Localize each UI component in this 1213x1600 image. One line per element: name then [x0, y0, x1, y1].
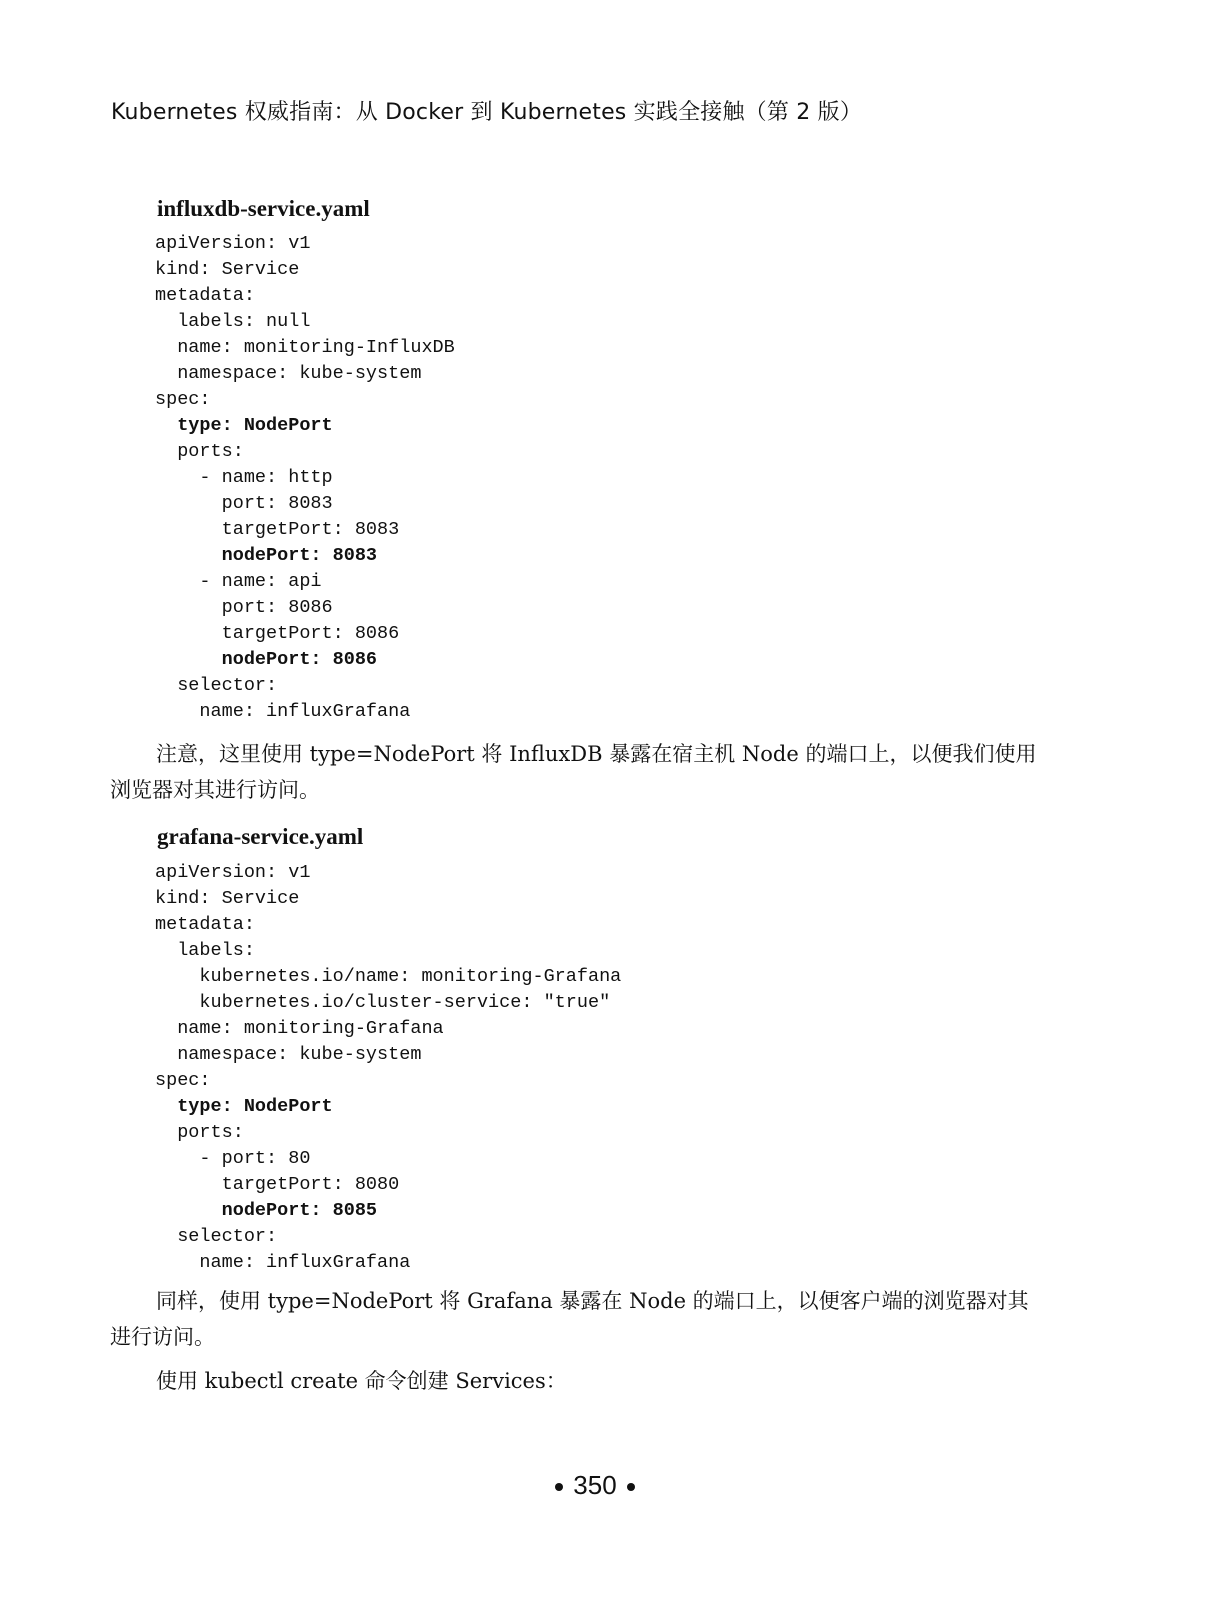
grafana-note-paragraph — [110, 1283, 1070, 1355]
code-line: port: 8083 — [155, 493, 333, 514]
code-line: port: 8086 — [155, 597, 333, 618]
code-line: nodePort: 8085 — [155, 1200, 378, 1221]
bullet-dot-icon — [627, 1483, 635, 1491]
code-line: kind: Service — [155, 259, 300, 280]
code-line: namespace: kube-system — [155, 363, 422, 384]
influxdb-note-paragraph — [110, 736, 1070, 808]
running-header: Kubernetes 权威指南：从 Docker 到 Kubernetes 实践全接触（第 2 版） — [111, 100, 863, 125]
code-line: - name: http — [155, 467, 333, 488]
code-line: targetPort: 8080 — [155, 1174, 400, 1195]
page-number: 350 — [573, 1470, 617, 1500]
code-line: - port: 80 — [155, 1148, 311, 1169]
code-line: metadata: — [155, 914, 255, 935]
influxdb-note-line-1: 注意，这里使用 type=NodePort 将 InfluxDB 暴露在宿主机 Node 的端口上，以便我们使用 — [156, 742, 1037, 766]
grafana-service-filename: grafana-service.yaml — [157, 824, 364, 849]
code-line: name: monitoring-InfluxDB — [155, 337, 455, 358]
code-line: apiVersion: v1 — [155, 233, 311, 254]
code-line: spec: — [155, 1070, 211, 1091]
grafana-note-line-1: 同样，使用 type=NodePort 将 Grafana 暴露在 Node 的端口上，以便客户端的浏览器对其 — [156, 1289, 1029, 1313]
page-number-footer — [0, 1470, 1190, 1501]
code-line: metadata: — [155, 285, 255, 306]
influxdb-service-code-block — [155, 231, 455, 725]
create-services-line: 使用 kubectl create 命令创建 Services： — [156, 1369, 567, 1393]
code-line: name: influxGrafana — [155, 1252, 411, 1273]
code-line: ports: — [155, 441, 244, 462]
code-line: name: influxGrafana — [155, 701, 411, 722]
code-line: type: NodePort — [155, 415, 333, 436]
code-line: selector: — [155, 1226, 278, 1247]
code-line: targetPort: 8083 — [155, 519, 400, 540]
influxdb-note-line-2: 浏览器对其进行访问。 — [110, 778, 320, 802]
code-line: nodePort: 8083 — [155, 545, 378, 566]
code-line: name: monitoring-Grafana — [155, 1018, 444, 1039]
code-line: kubernetes.io/name: monitoring-Grafana — [155, 966, 622, 987]
code-line: kubernetes.io/cluster-service: "true" — [155, 992, 611, 1013]
code-line: kind: Service — [155, 888, 300, 909]
create-services-paragraph — [110, 1363, 1070, 1399]
bullet-dot-icon — [555, 1483, 563, 1491]
code-line: nodePort: 8086 — [155, 649, 378, 670]
code-line: - name: api — [155, 571, 322, 592]
code-line: namespace: kube-system — [155, 1044, 422, 1065]
code-line: spec: — [155, 389, 211, 410]
grafana-note-line-2: 进行访问。 — [110, 1325, 215, 1349]
code-line: apiVersion: v1 — [155, 862, 311, 883]
code-line: targetPort: 8086 — [155, 623, 400, 644]
code-line: labels: — [155, 940, 255, 961]
influxdb-service-filename: influxdb-service.yaml — [157, 196, 370, 221]
code-line: labels: null — [155, 311, 311, 332]
code-line: selector: — [155, 675, 278, 696]
code-line: ports: — [155, 1122, 244, 1143]
code-line: type: NodePort — [155, 1096, 333, 1117]
grafana-service-code-block — [155, 860, 621, 1276]
